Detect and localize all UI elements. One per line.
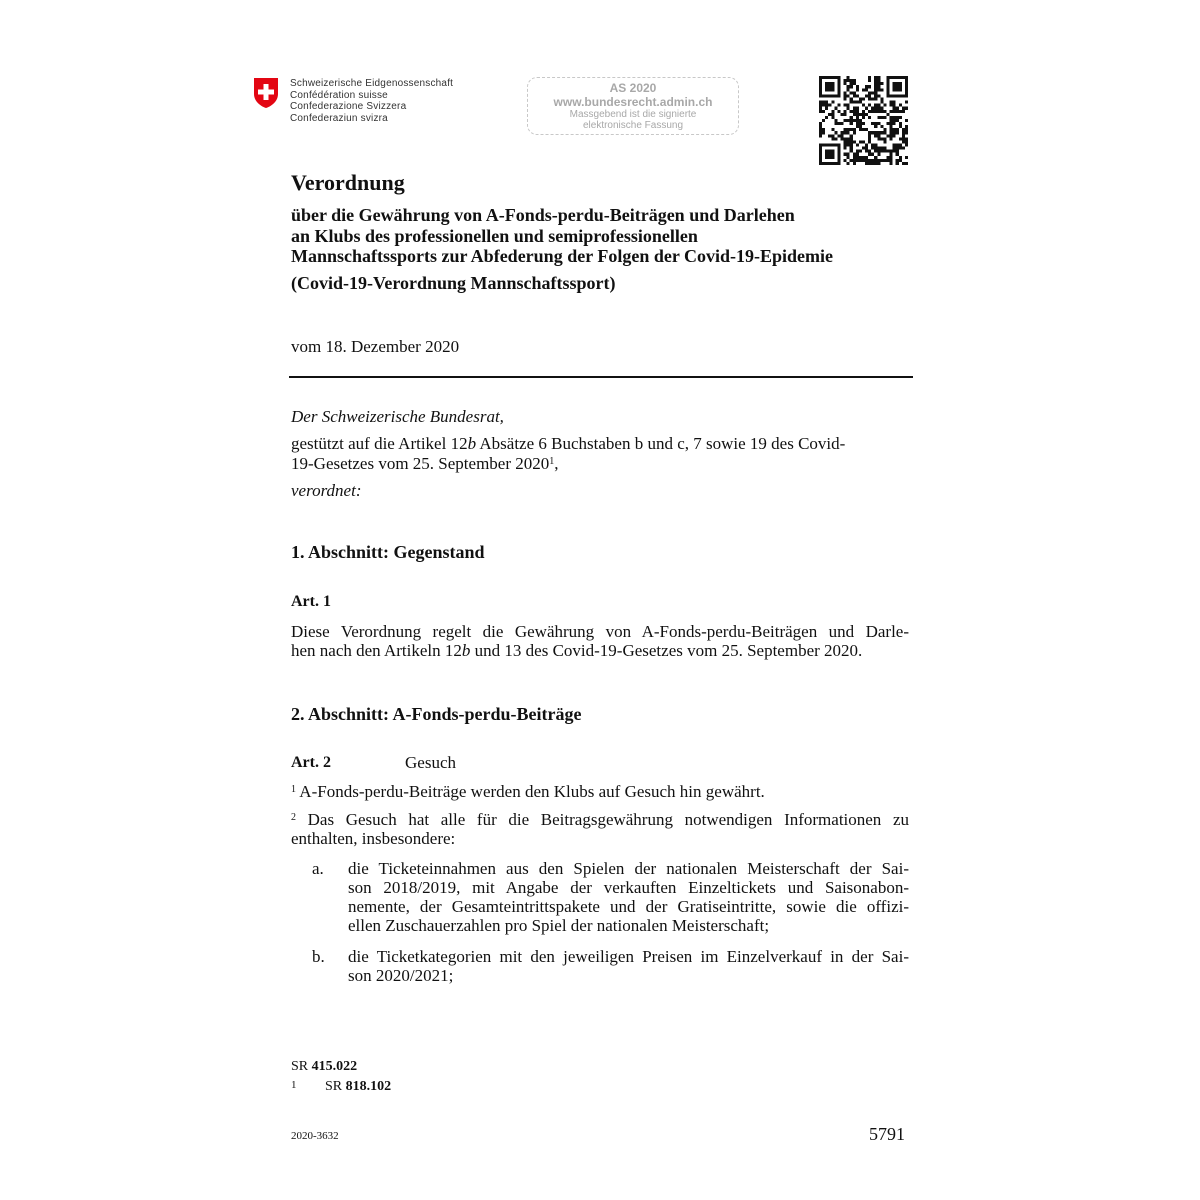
stamp-note-1: Massgebend ist die signierte	[569, 109, 697, 120]
stamp-note-2: elektronische Fassung	[582, 120, 684, 131]
section-2-heading: 2. Abschnitt: A-Fonds-perdu-Beiträge	[291, 704, 582, 724]
paragraph-number: 1	[291, 784, 296, 795]
article-2-paragraph-1	[291, 782, 909, 801]
document-id: 2020-3632	[291, 1130, 339, 1142]
article-1-line: Diese Verordnung regelt die Gewährung von A-Fonds-perdu-Beiträgen und Darle-	[291, 622, 909, 641]
page-number: 5791	[869, 1124, 905, 1144]
document-subtitle	[291, 205, 931, 267]
subtitle-line: über die Gewährung von A-Fonds-perdu-Beiträgen und Darlehen	[291, 205, 795, 225]
article-1-line-italic: b	[461, 641, 471, 660]
document-date: vom 18. Dezember 2020	[291, 337, 460, 356]
agency-line-rm: Confederaziun svizra	[290, 112, 388, 124]
subtitle-line: an Klubs des professionellen und semiprofessionellen	[291, 225, 698, 246]
article-2-paragraph-2	[291, 810, 909, 848]
list-item-line: die Ticketkategorien mit den jeweiligen Preisen im Einzelverkauf in der Sai-	[348, 947, 909, 966]
article-1-line-part: hen nach den Artikeln 12	[291, 641, 462, 660]
article-1-text	[291, 622, 909, 660]
title-divider	[289, 376, 913, 378]
footnote-number: 1	[291, 1079, 297, 1091]
article-1-label: Art. 1	[291, 593, 331, 610]
stamp-url[interactable]: www.bundesrecht.admin.ch	[553, 95, 713, 109]
footnote-ref[interactable]: 1	[549, 456, 555, 467]
basis-text: Absätze 6 Buchstaben b und c, 7 sowie 19 des Covid-	[476, 434, 846, 453]
list-item-letter: b.	[312, 947, 325, 966]
article-2-label: Art. 2	[291, 754, 331, 771]
sr-prefix: SR	[291, 1059, 312, 1074]
list-item-line: ellen Zuschauerzahlen pro Spiel der nationalen Meisterschaft;	[348, 916, 770, 935]
list-item-line: die Ticketeinnahmen aus den Spielen der nationalen Meisterschaft der Sai-	[348, 859, 909, 878]
list-item	[348, 859, 909, 935]
section-1-heading: 1. Abschnitt: Gegenstand	[291, 542, 485, 562]
list-item-line: nemente, der Gesamteintrittspakete und der Gratiseintritte, sowie die offizi-	[348, 897, 909, 916]
agency-line-it: Confederazione Svizzera	[290, 101, 407, 112]
basis-text: 19-Gesetzes vom 25. September 2020	[291, 454, 550, 473]
subtitle-line: Mannschaftssports zur Abfederung der Folgen der Covid-19-Epidemie	[291, 246, 834, 266]
basis-text-italic: b	[467, 434, 477, 453]
footnote-prefix: SR	[325, 1079, 346, 1094]
basis-text: ,	[554, 454, 559, 473]
preamble-authority: Der Schweizerische Bundesrat,	[291, 407, 504, 426]
short-title-text: (Covid-19-Verordnung Mannschaftssport)	[291, 273, 616, 293]
agency-name	[290, 78, 453, 124]
stamp-collection: AS 2020	[609, 81, 657, 95]
swiss-cross-shield-icon	[252, 77, 280, 109]
document-title: Verordnung	[291, 170, 405, 195]
agency-line-de: Schweizerische Eidgenossenschaft	[290, 78, 454, 89]
article-1-line	[291, 641, 909, 660]
paragraph-text: A-Fonds-perdu-Beiträge werden den Klubs auf Gesuch hin gewährt.	[296, 782, 765, 801]
article-2-title: Gesuch	[405, 753, 456, 772]
preamble-decree: verordnet:	[291, 481, 362, 500]
footnote-text	[325, 1079, 391, 1095]
short-title	[291, 273, 616, 294]
preamble-basis	[291, 434, 909, 474]
list-item-line: son 2018/2019, mit Angabe der verkauften Einzeltickets und Saisonabon-	[348, 878, 909, 897]
paragraph-text: enthalten, insbesondere:	[291, 829, 456, 848]
qr-code-icon	[819, 76, 908, 165]
list-item-line: son 2020/2021;	[348, 966, 454, 985]
publication-stamp	[527, 77, 739, 135]
paragraph-text: Das Gesuch hat alle für die Beitragsgewährung notwendigen Informationen zu	[296, 810, 909, 829]
basis-text: gestützt auf die Artikel 12	[291, 434, 468, 453]
sr-number	[291, 1059, 357, 1075]
paragraph-number: 2	[291, 812, 296, 823]
article-1-line-part: und 13 des Covid-19-Gesetzes vom 25. September 2020.	[470, 641, 863, 660]
sr-value: 415.022	[311, 1059, 358, 1074]
footnote-value: 818.102	[345, 1079, 392, 1094]
list-item	[348, 947, 909, 985]
agency-line-fr: Confédération suisse	[290, 89, 388, 101]
list-item-letter: a.	[312, 859, 324, 878]
